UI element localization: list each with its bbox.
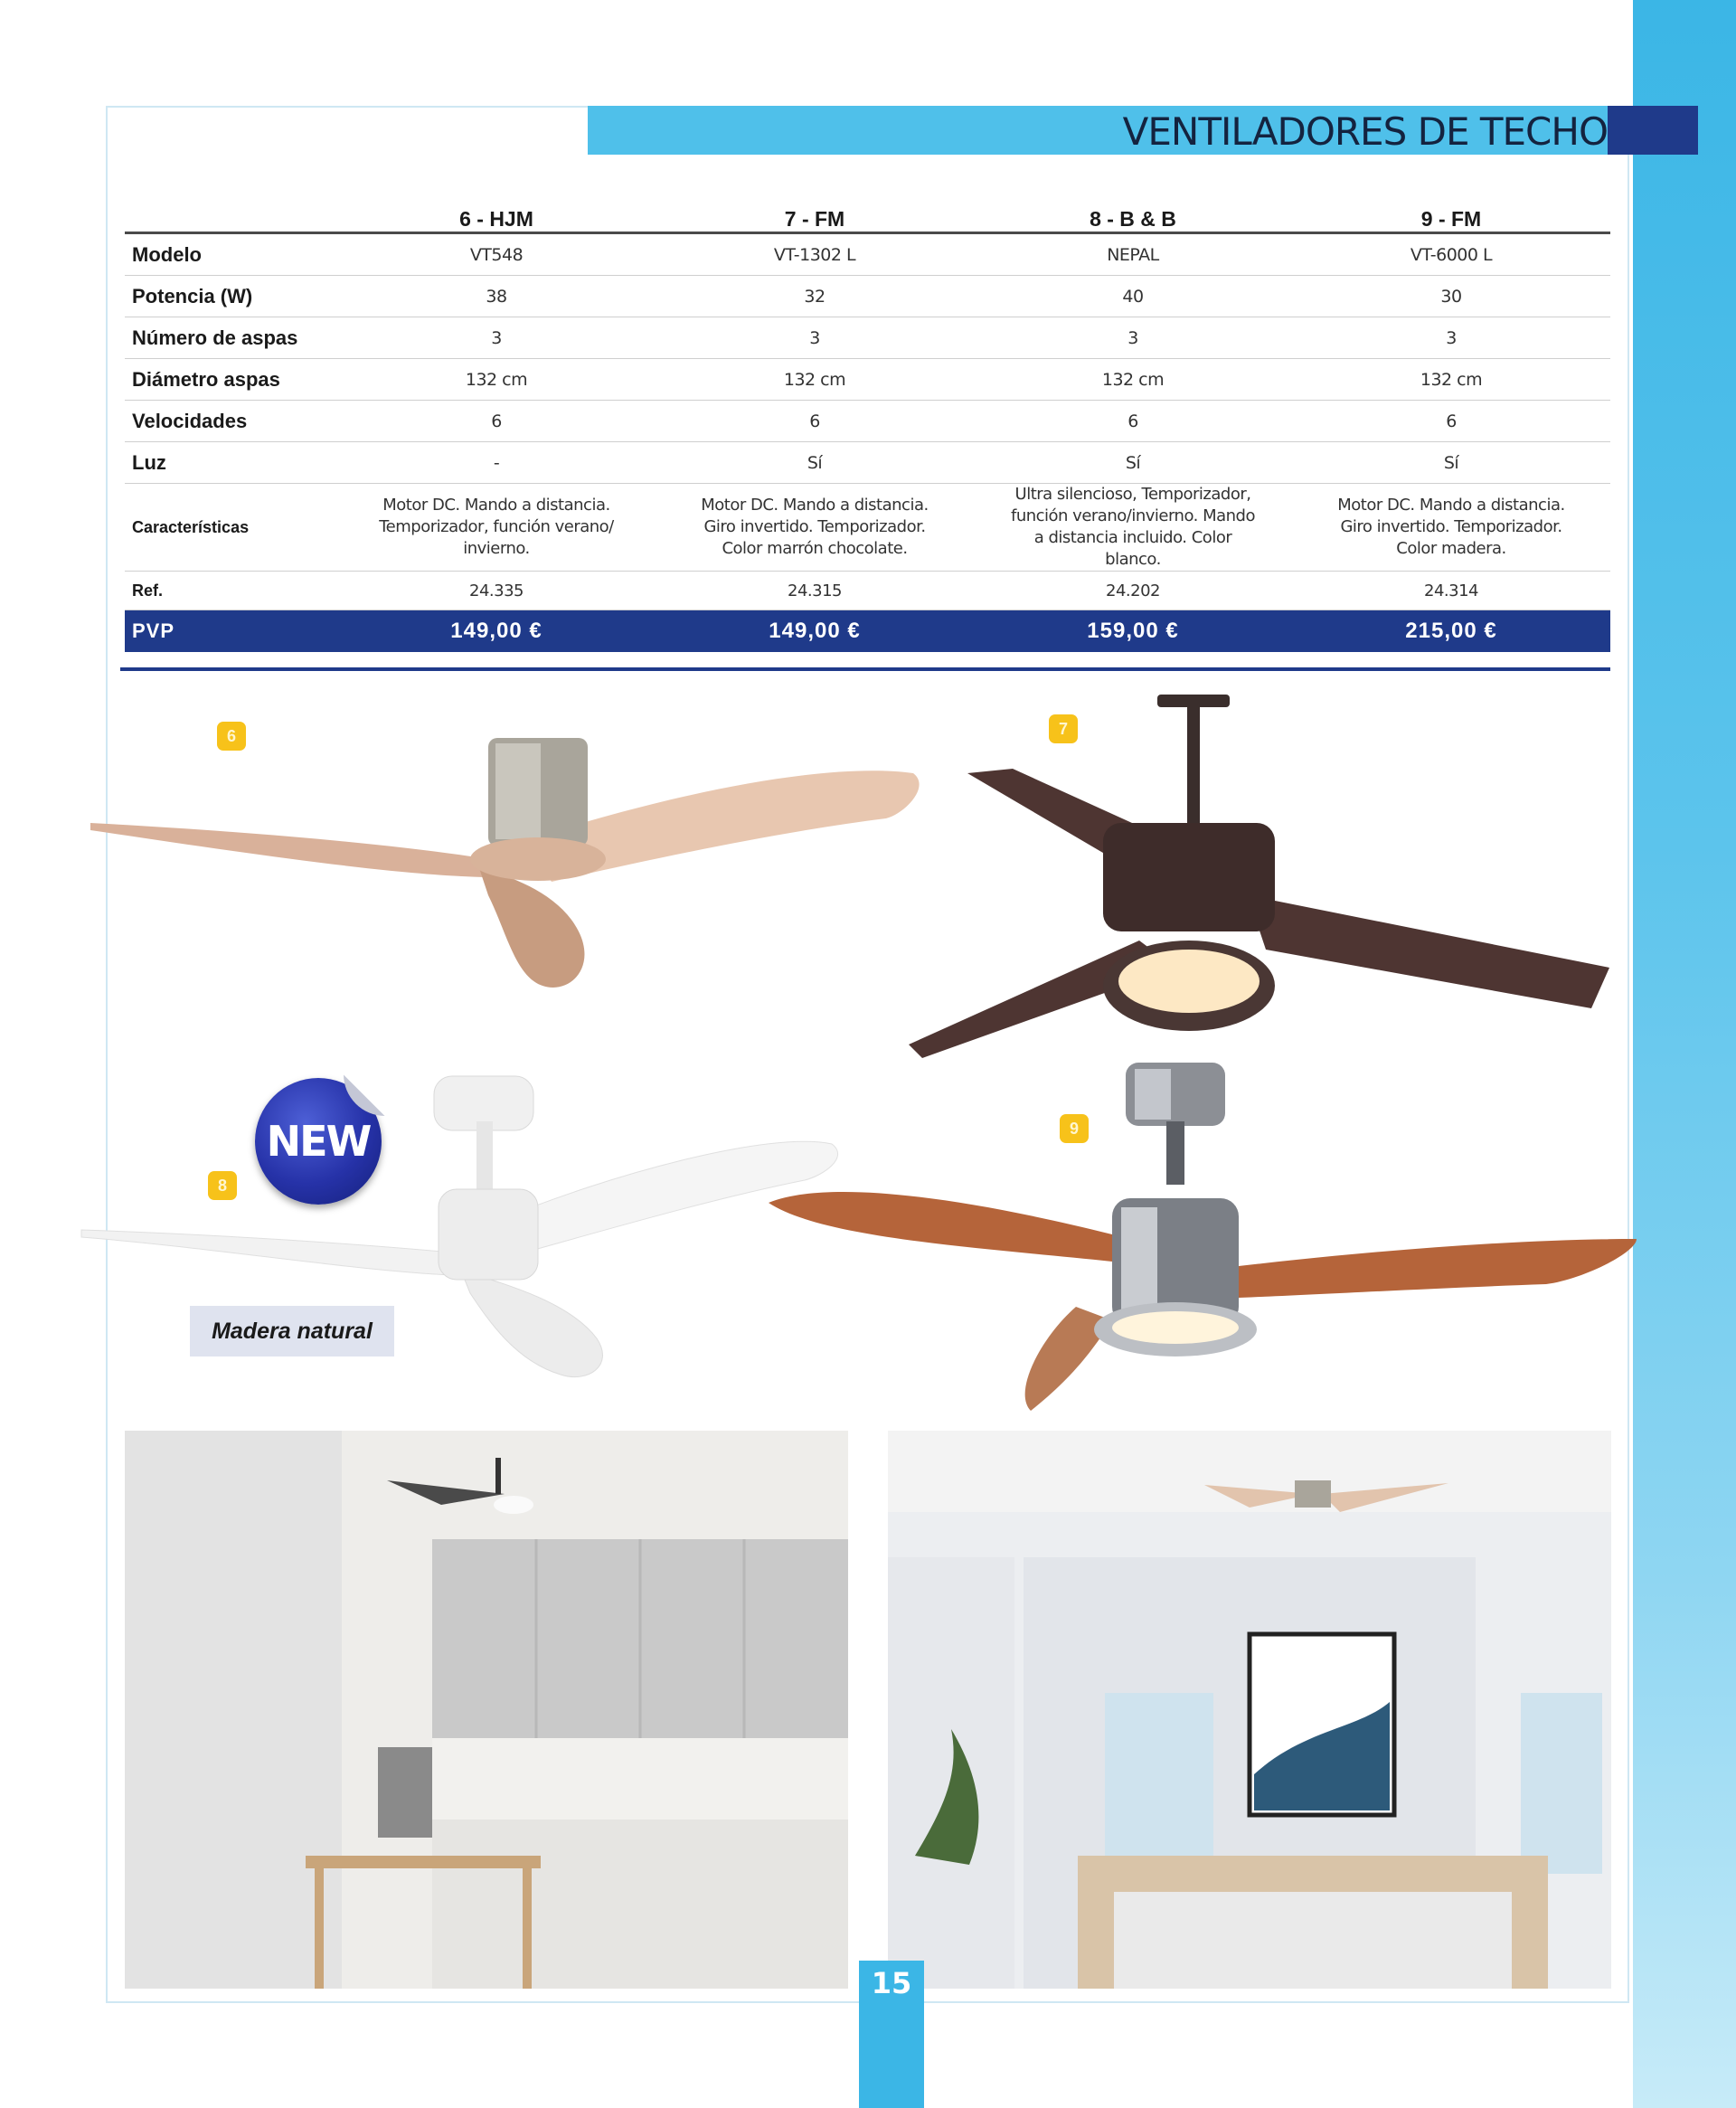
column-header: 6 - HJM bbox=[337, 197, 656, 233]
price-label: PVP bbox=[125, 610, 337, 653]
row-label: Características bbox=[125, 484, 337, 572]
table-cell: 3 bbox=[337, 317, 656, 359]
product-badge-7: 7 bbox=[1049, 714, 1078, 743]
table-row bbox=[125, 276, 1610, 317]
kitchen-photo bbox=[125, 1431, 848, 1989]
table-row bbox=[125, 442, 1610, 484]
table-cell: Sí bbox=[974, 442, 1292, 484]
table-cell: Motor DC. Mando a distancia. Temporizador, función verano/ invierno. bbox=[337, 484, 656, 572]
table-cell: 24.202 bbox=[974, 572, 1292, 610]
new-badge: NEW bbox=[255, 1078, 382, 1205]
table-row bbox=[125, 233, 1610, 276]
madera-natural-label: Madera natural bbox=[190, 1306, 394, 1356]
table-cell: NEPAL bbox=[974, 233, 1292, 276]
fan-9-image bbox=[769, 1058, 1637, 1420]
price-cell: 149,00 € bbox=[337, 610, 656, 653]
spec-table bbox=[125, 197, 1610, 652]
product-badge-8: 8 bbox=[208, 1171, 237, 1200]
row-label: Potencia (W) bbox=[125, 276, 337, 317]
fan-6-image bbox=[90, 723, 931, 995]
edge-color-bar bbox=[1633, 0, 1736, 2108]
table-cell: 6 bbox=[974, 401, 1292, 442]
table-cell: VT548 bbox=[337, 233, 656, 276]
header-empty bbox=[125, 197, 337, 233]
table-cell: 132 cm bbox=[656, 359, 974, 401]
column-header: 9 - FM bbox=[1292, 197, 1610, 233]
table-row bbox=[125, 572, 1610, 610]
table-cell: 24.315 bbox=[656, 572, 974, 610]
table-cell: 132 cm bbox=[974, 359, 1292, 401]
table-header-row bbox=[125, 197, 1610, 233]
table-cell: 6 bbox=[656, 401, 974, 442]
table-cell: 40 bbox=[974, 276, 1292, 317]
row-label: Velocidades bbox=[125, 401, 337, 442]
page-number: 15 bbox=[859, 1961, 924, 2108]
header-accent bbox=[1608, 106, 1698, 155]
table-cell: 6 bbox=[337, 401, 656, 442]
table-cell: 24.314 bbox=[1292, 572, 1610, 610]
page-title: VENTILADORES DE TECHO bbox=[1122, 109, 1608, 154]
table-cell: 132 cm bbox=[337, 359, 656, 401]
table-cell: - bbox=[337, 442, 656, 484]
table-row bbox=[125, 317, 1610, 359]
table-cell: 30 bbox=[1292, 276, 1610, 317]
table-cell: Ultra silencioso, Temporizador, función verano/invierno. Mando a distancia incluido. Color blanco. bbox=[974, 484, 1292, 572]
table-cell: Sí bbox=[656, 442, 974, 484]
table-divider bbox=[120, 667, 1610, 671]
price-row bbox=[125, 610, 1610, 653]
product-badge-6: 6 bbox=[217, 722, 246, 751]
table-row bbox=[125, 359, 1610, 401]
table-cell: Motor DC. Mando a distancia. Giro invertido. Temporizador. Color madera. bbox=[1292, 484, 1610, 572]
price-cell: 159,00 € bbox=[974, 610, 1292, 653]
table-row bbox=[125, 401, 1610, 442]
row-label: Diámetro aspas bbox=[125, 359, 337, 401]
table-cell: Motor DC. Mando a distancia. Giro invertido. Temporizador. Color marrón chocolate. bbox=[656, 484, 974, 572]
table-cell: VT-1302 L bbox=[656, 233, 974, 276]
table-cell: 24.335 bbox=[337, 572, 656, 610]
column-header: 7 - FM bbox=[656, 197, 974, 233]
column-header: 8 - B & B bbox=[974, 197, 1292, 233]
row-label: Número de aspas bbox=[125, 317, 337, 359]
table-cell: 6 bbox=[1292, 401, 1610, 442]
product-badge-9: 9 bbox=[1060, 1114, 1089, 1143]
table-cell: 38 bbox=[337, 276, 656, 317]
bedroom-photo bbox=[888, 1431, 1611, 1989]
table-cell: 3 bbox=[1292, 317, 1610, 359]
row-label: Luz bbox=[125, 442, 337, 484]
row-label: Ref. bbox=[125, 572, 337, 610]
fan-7-image bbox=[904, 687, 1618, 1067]
table-cell: VT-6000 L bbox=[1292, 233, 1610, 276]
table-cell: 3 bbox=[656, 317, 974, 359]
table-cell: 3 bbox=[974, 317, 1292, 359]
table-cell: Sí bbox=[1292, 442, 1610, 484]
table-row bbox=[125, 484, 1610, 572]
row-label: Modelo bbox=[125, 233, 337, 276]
price-cell: 149,00 € bbox=[656, 610, 974, 653]
price-cell: 215,00 € bbox=[1292, 610, 1610, 653]
table-cell: 132 cm bbox=[1292, 359, 1610, 401]
table-cell: 32 bbox=[656, 276, 974, 317]
